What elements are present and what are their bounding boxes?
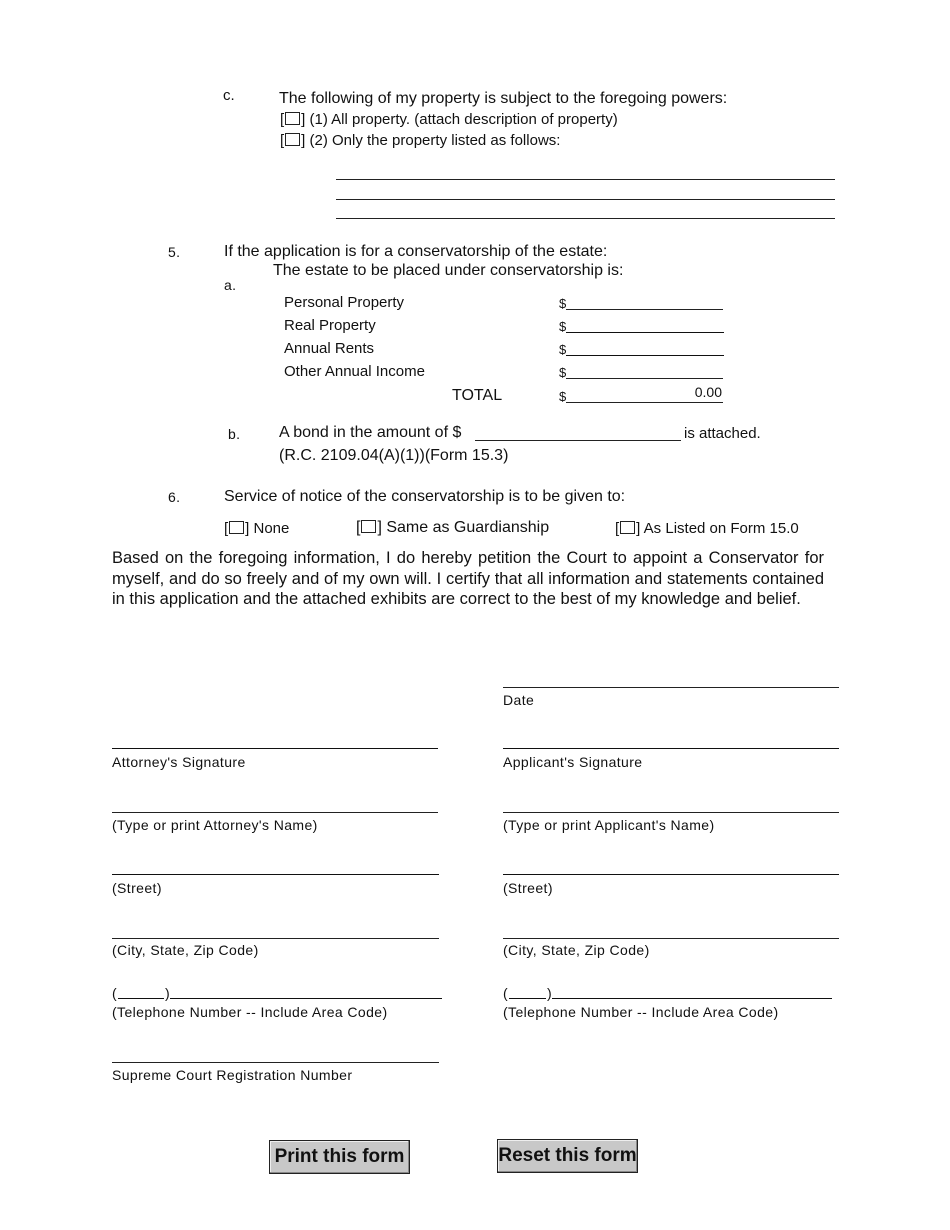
notice-option-form15: [615, 520, 799, 537]
applicant-city-label: (City, State, Zip Code): [503, 942, 650, 958]
other-income-field[interactable]: [566, 378, 723, 379]
attorney-phone-field[interactable]: [170, 998, 442, 999]
applicant-signature-field[interactable]: [503, 748, 839, 749]
attorney-city-field[interactable]: [112, 938, 439, 939]
bracket: [: [615, 520, 620, 537]
notice-none-checkbox[interactable]: [229, 521, 244, 534]
section-5b-letter: b.: [228, 426, 241, 442]
attorney-phone-open-paren: (: [112, 985, 118, 1001]
estate-row-label: Personal Property: [284, 294, 405, 311]
section-5a-letter: a.: [224, 277, 237, 293]
option-all-property: [280, 111, 618, 128]
notice-option-none: [224, 520, 289, 537]
petition-text: Based on the foregoing information, I do hereby petition the Court to appoint a Conservator for myself, and do so freely and of my own will. I certify that all information and statements contained in this application and the attached exhibits are correct to the best of my knowledge and belief.: [112, 549, 824, 609]
date-field[interactable]: [503, 687, 839, 688]
bond-reference: (R.C. 2109.04(A)(1))(Form 15.3): [279, 447, 509, 464]
option-all-property-label: ] (1) All property. (attach description of property): [301, 111, 618, 128]
applicant-area-code-field[interactable]: [509, 998, 546, 999]
attorney-phone-close-paren: ): [165, 985, 171, 1001]
all-property-checkbox[interactable]: [285, 112, 300, 125]
estate-row-label: Annual Rents: [284, 340, 375, 357]
listed-property-checkbox[interactable]: [285, 133, 300, 146]
currency-sign: $: [559, 389, 567, 404]
registration-number-field[interactable]: [112, 1062, 439, 1063]
notice-guardianship-label: ] Same as Guardianship: [377, 519, 550, 536]
real-property-field[interactable]: [566, 332, 724, 333]
attorney-street-label: (Street): [112, 880, 162, 896]
property-line-3[interactable]: [336, 218, 835, 219]
option-listed-property-label: ] (2) Only the property listed as follows:: [301, 132, 561, 149]
attorney-name-field[interactable]: [112, 812, 438, 813]
notice-option-guardianship: [356, 519, 549, 537]
total-field: [566, 402, 723, 403]
total-label: TOTAL: [452, 387, 503, 404]
annual-rents-field[interactable]: [566, 355, 724, 356]
currency-sign: $: [559, 365, 567, 380]
property-line-2[interactable]: [336, 199, 835, 200]
section-5-number: 5.: [168, 244, 181, 260]
currency-sign: $: [559, 319, 567, 334]
attorney-area-code-field[interactable]: [118, 998, 164, 999]
print-form-button[interactable]: Print this form: [269, 1140, 410, 1174]
currency-sign: $: [559, 342, 567, 357]
registration-number-label: Supreme Court Registration Number: [112, 1067, 353, 1083]
attorney-phone-label: (Telephone Number -- Include Area Code): [112, 1004, 388, 1020]
applicant-name-field[interactable]: [503, 812, 839, 813]
currency-sign: $: [559, 296, 567, 311]
bracket: [: [280, 132, 285, 149]
attorney-signature-field[interactable]: [112, 748, 438, 749]
option-listed-property: [280, 132, 560, 149]
applicant-signature-label: Applicant's Signature: [503, 754, 643, 770]
section-c-letter: c.: [223, 87, 235, 104]
reset-form-button[interactable]: Reset this form: [497, 1139, 638, 1173]
personal-property-field[interactable]: [566, 309, 723, 310]
bracket: [: [356, 519, 361, 536]
bond-prefix: A bond in the amount of $: [279, 424, 462, 441]
notice-guardianship-checkbox[interactable]: [361, 520, 376, 533]
applicant-phone-close-paren: ): [547, 985, 553, 1001]
attorney-name-label: (Type or print Attorney's Name): [112, 817, 318, 833]
applicant-street-field[interactable]: [503, 874, 839, 875]
estate-row-label: Real Property: [284, 317, 376, 334]
attorney-city-label: (City, State, Zip Code): [112, 942, 259, 958]
property-line-1[interactable]: [336, 179, 835, 180]
applicant-name-label: (Type or print Applicant's Name): [503, 817, 715, 833]
section-6-heading: Service of notice of the conservatorship is to be given to:: [224, 488, 626, 505]
section-6-number: 6.: [168, 489, 181, 505]
bond-amount-field[interactable]: [475, 440, 681, 441]
date-label: Date: [503, 692, 535, 708]
notice-form15-checkbox[interactable]: [620, 521, 635, 534]
applicant-street-label: (Street): [503, 880, 553, 896]
section-5-heading: If the application is for a conservatorship of the estate:: [224, 243, 608, 260]
section-c-heading: The following of my property is subject to the foregoing powers:: [279, 90, 728, 107]
applicant-phone-field[interactable]: [552, 998, 832, 999]
applicant-phone-label: (Telephone Number -- Include Area Code): [503, 1004, 779, 1020]
bracket: [: [224, 520, 229, 537]
estate-row-label: Other Annual Income: [284, 363, 425, 380]
notice-form15-label: ] As Listed on Form 15.0: [636, 520, 799, 537]
attorney-signature-label: Attorney's Signature: [112, 754, 246, 770]
applicant-phone-open-paren: (: [503, 985, 509, 1001]
section-5a-text: The estate to be placed under conservatorship is:: [273, 262, 624, 279]
bracket: [: [280, 111, 285, 128]
total-value: 0.00: [694, 384, 722, 400]
attorney-street-field[interactable]: [112, 874, 439, 875]
notice-none-label: ] None: [245, 520, 290, 537]
bond-suffix: is attached.: [684, 425, 761, 442]
applicant-city-field[interactable]: [503, 938, 839, 939]
